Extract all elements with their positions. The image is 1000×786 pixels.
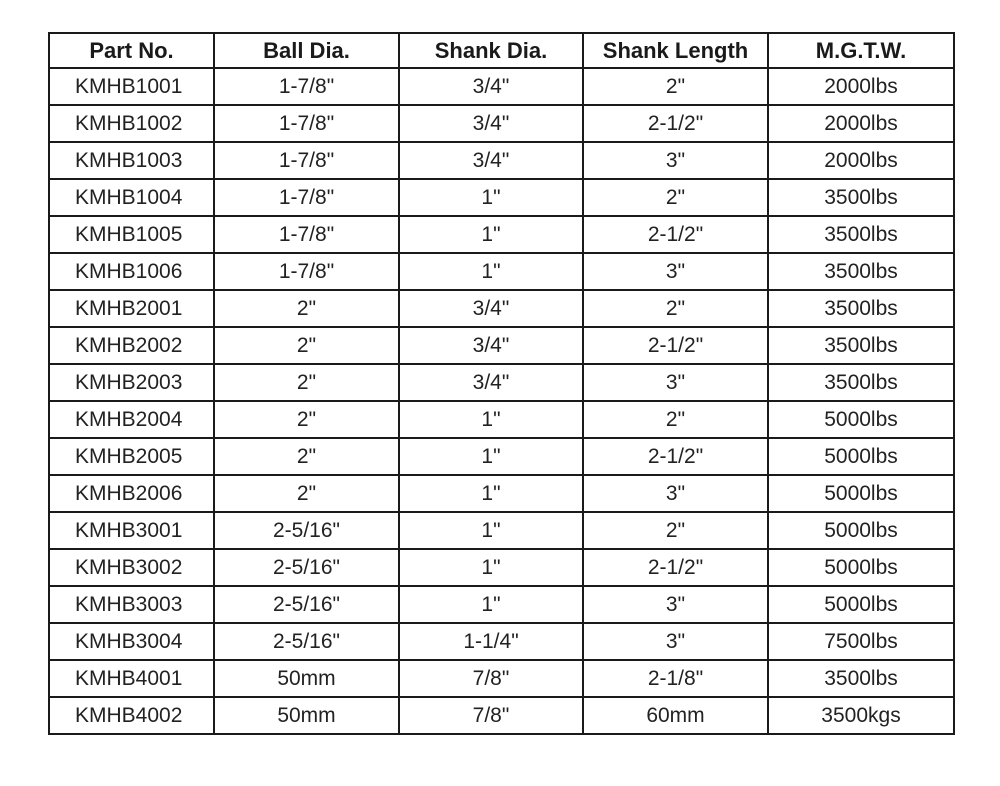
cell-part-no: KMHB4001	[49, 660, 214, 697]
cell-shank-length: 3"	[583, 142, 768, 179]
cell-shank-length: 2-1/2"	[583, 105, 768, 142]
cell-part-no: KMHB1003	[49, 142, 214, 179]
cell-mgtw: 3500lbs	[768, 216, 954, 253]
cell-ball-dia: 1-7/8"	[214, 216, 399, 253]
cell-mgtw: 3500kgs	[768, 697, 954, 734]
cell-part-no: KMHB1004	[49, 179, 214, 216]
cell-shank-dia: 3/4"	[399, 68, 583, 105]
table-row	[49, 549, 954, 586]
cell-ball-dia: 2-5/16"	[214, 512, 399, 549]
cell-ball-dia: 2"	[214, 475, 399, 512]
cell-mgtw: 5000lbs	[768, 512, 954, 549]
cell-shank-length: 2-1/2"	[583, 327, 768, 364]
cell-shank-length: 2"	[583, 401, 768, 438]
cell-shank-length: 2"	[583, 68, 768, 105]
cell-shank-length: 3"	[583, 364, 768, 401]
cell-mgtw: 5000lbs	[768, 438, 954, 475]
cell-shank-dia: 1"	[399, 549, 583, 586]
table-row	[49, 364, 954, 401]
table-row	[49, 475, 954, 512]
header-row	[49, 33, 954, 68]
cell-shank-length: 2"	[583, 179, 768, 216]
cell-shank-length: 3"	[583, 475, 768, 512]
cell-mgtw: 2000lbs	[768, 105, 954, 142]
cell-part-no: KMHB2003	[49, 364, 214, 401]
table-row	[49, 401, 954, 438]
cell-shank-dia: 3/4"	[399, 327, 583, 364]
header-part-no: Part No.	[49, 33, 214, 68]
cell-shank-length: 2"	[583, 290, 768, 327]
cell-shank-dia: 1"	[399, 253, 583, 290]
cell-shank-dia: 7/8"	[399, 697, 583, 734]
cell-part-no: KMHB1002	[49, 105, 214, 142]
cell-shank-length: 3"	[583, 586, 768, 623]
cell-mgtw: 5000lbs	[768, 586, 954, 623]
cell-shank-length: 2"	[583, 512, 768, 549]
cell-ball-dia: 1-7/8"	[214, 68, 399, 105]
cell-shank-length: 2-1/2"	[583, 438, 768, 475]
cell-ball-dia: 2"	[214, 327, 399, 364]
cell-ball-dia: 50mm	[214, 660, 399, 697]
cell-shank-dia: 1"	[399, 216, 583, 253]
cell-ball-dia: 2-5/16"	[214, 549, 399, 586]
cell-shank-dia: 1"	[399, 475, 583, 512]
header-ball-dia: Ball Dia.	[214, 33, 399, 68]
cell-part-no: KMHB2005	[49, 438, 214, 475]
cell-mgtw: 2000lbs	[768, 68, 954, 105]
table-body	[49, 68, 954, 734]
table-row	[49, 586, 954, 623]
spec-table-container	[48, 32, 953, 735]
table-row	[49, 216, 954, 253]
cell-shank-length: 2-1/2"	[583, 216, 768, 253]
table-row	[49, 660, 954, 697]
cell-ball-dia: 2"	[214, 401, 399, 438]
cell-part-no: KMHB1006	[49, 253, 214, 290]
header-shank-length: Shank Length	[583, 33, 768, 68]
cell-part-no: KMHB3003	[49, 586, 214, 623]
header-shank-dia: Shank Dia.	[399, 33, 583, 68]
cell-part-no: KMHB2001	[49, 290, 214, 327]
cell-part-no: KMHB2004	[49, 401, 214, 438]
table-row	[49, 438, 954, 475]
cell-ball-dia: 2"	[214, 364, 399, 401]
cell-shank-length: 3"	[583, 253, 768, 290]
cell-mgtw: 3500lbs	[768, 327, 954, 364]
cell-ball-dia: 1-7/8"	[214, 179, 399, 216]
cell-shank-dia: 7/8"	[399, 660, 583, 697]
cell-ball-dia: 2-5/16"	[214, 586, 399, 623]
cell-part-no: KMHB2002	[49, 327, 214, 364]
table-row	[49, 327, 954, 364]
cell-mgtw: 5000lbs	[768, 549, 954, 586]
cell-shank-dia: 3/4"	[399, 364, 583, 401]
cell-mgtw: 3500lbs	[768, 364, 954, 401]
cell-part-no: KMHB3002	[49, 549, 214, 586]
cell-shank-dia: 1"	[399, 586, 583, 623]
cell-part-no: KMHB3004	[49, 623, 214, 660]
cell-shank-length: 2-1/2"	[583, 549, 768, 586]
cell-ball-dia: 50mm	[214, 697, 399, 734]
cell-shank-dia: 3/4"	[399, 290, 583, 327]
cell-ball-dia: 2"	[214, 290, 399, 327]
cell-mgtw: 3500lbs	[768, 179, 954, 216]
cell-shank-dia: 1-1/4"	[399, 623, 583, 660]
cell-mgtw: 3500lbs	[768, 290, 954, 327]
table-row	[49, 512, 954, 549]
cell-shank-dia: 1"	[399, 401, 583, 438]
table-row	[49, 142, 954, 179]
cell-mgtw: 5000lbs	[768, 401, 954, 438]
cell-ball-dia: 1-7/8"	[214, 105, 399, 142]
cell-shank-dia: 1"	[399, 512, 583, 549]
table-row	[49, 623, 954, 660]
header-mgtw: M.G.T.W.	[768, 33, 954, 68]
cell-shank-dia: 1"	[399, 179, 583, 216]
cell-part-no: KMHB4002	[49, 697, 214, 734]
table-row	[49, 68, 954, 105]
cell-ball-dia: 2"	[214, 438, 399, 475]
table-row	[49, 253, 954, 290]
table-row	[49, 290, 954, 327]
cell-shank-length: 60mm	[583, 697, 768, 734]
cell-mgtw: 5000lbs	[768, 475, 954, 512]
cell-ball-dia: 1-7/8"	[214, 253, 399, 290]
cell-part-no: KMHB3001	[49, 512, 214, 549]
cell-shank-length: 3"	[583, 623, 768, 660]
cell-shank-dia: 3/4"	[399, 105, 583, 142]
table-row	[49, 179, 954, 216]
cell-mgtw: 3500lbs	[768, 660, 954, 697]
table-row	[49, 697, 954, 734]
hitch-ball-spec-table	[48, 32, 955, 735]
table-row	[49, 105, 954, 142]
cell-mgtw: 2000lbs	[768, 142, 954, 179]
cell-ball-dia: 1-7/8"	[214, 142, 399, 179]
cell-ball-dia: 2-5/16"	[214, 623, 399, 660]
cell-shank-dia: 3/4"	[399, 142, 583, 179]
cell-part-no: KMHB1005	[49, 216, 214, 253]
cell-shank-length: 2-1/8"	[583, 660, 768, 697]
cell-shank-dia: 1"	[399, 438, 583, 475]
cell-mgtw: 3500lbs	[768, 253, 954, 290]
cell-mgtw: 7500lbs	[768, 623, 954, 660]
cell-part-no: KMHB2006	[49, 475, 214, 512]
cell-part-no: KMHB1001	[49, 68, 214, 105]
